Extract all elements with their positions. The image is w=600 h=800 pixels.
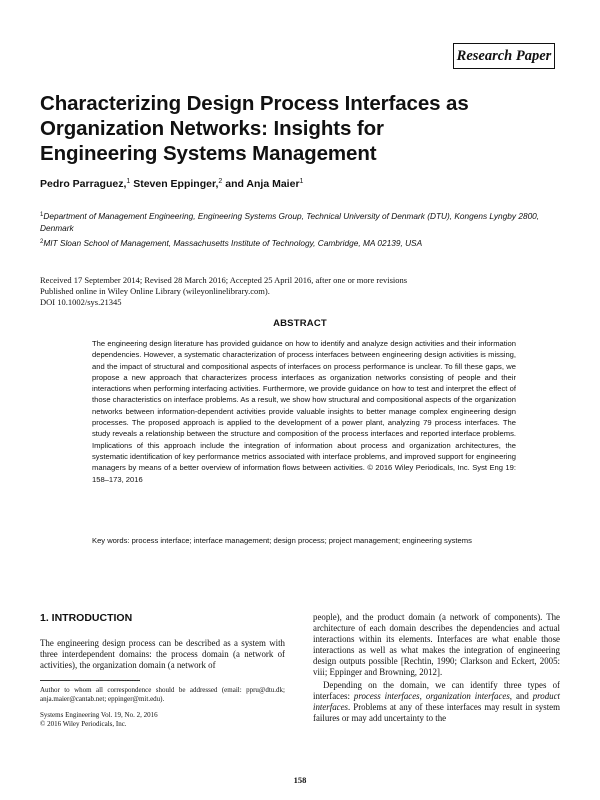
separator: , [419,690,426,701]
affiliation-mark: 2 [40,239,44,245]
doi: DOI 10.1002/sys.21345 [40,296,122,307]
copyright: © 2016 Wiley Periodicals, Inc. [40,720,127,728]
publication-history [40,275,560,307]
journal-citation: Systems Engineering Vol. 19, No. 2, 2016 [40,711,158,719]
author-name: and Anja Maier [225,178,300,190]
paragraph-text: . Problems at any of these interfaces may result in system failures or may add uncertainty to the [313,701,560,723]
title-line: Engineering Systems Management [40,142,377,165]
correspondence-footnote: Author to whom all correspondence should be addressed (email: ppru@dtu.dk; anja.maier@cantab.net; eppinger@mit.edu). [40,686,285,703]
right-column [313,612,560,724]
received-dates: Received 17 September 2014; Revised 28 March 2016; Accepted 25 April 2016, after one or more revisions [40,275,408,285]
author-list [40,178,560,190]
term-organization-interfaces: organization interfaces [425,690,510,701]
author-affil-mark: 1 [299,178,304,185]
separator: , and [509,690,533,701]
abstract-heading: ABSTRACT [273,318,327,329]
abstract-body: The engineering design literature has provided guidance on how to identify and analyze design activities and their information dependencies. However, a systematic characterization of process interfaces between engineering design activities is missing, and the impact of structural and compositional aspects of interfaces on process performance is unclear. To fill these gaps, we propose a new approach that characterizes process interfaces as organization networks consisting of people and their interactions when performing interfacing activities. Furthermore, we provide guidance on how to test and interpret the effect of those characteristics on interface problems. As a result, we show how structural and compositional aspects of the organization networks between information-dependent activities provide valuable insights to better manage complex engineering design processes. The proposed approach is applied to the development of a power plant, analyzing 79 process interfaces. The study reveals a relationship between the structure and composition of the process interfaces and reported interface problems. Implications of this approach include the integration of information about process and organization architectures, the systematic identification of key performance metrics associated with interface problems, and improved support for engineering managers by means of a better overview of information flows between activities. © 2016 Wiley Periodicals, Inc. Syst Eng 19: 158–173, 2016 [92,339,516,484]
intro-paragraph-continued: people), and the product domain (a network of components). The architecture of each domain describes the dependencies and actual interactions within its elements. Interfaces are what enable those interactions as well as what makes the integration of engineering design outputs possible [Rechtin, 1990; Clarkson and Eckert, 2005: viii; Eppinger and Browning, 2012]. [313,612,560,678]
affiliation-mark: 1 [40,212,44,218]
affiliation-text: MIT Sloan School of Management, Massachusetts Institute of Technology, Cambridge, MA 02139, USA [43,238,423,248]
author-affil-mark: 2 [218,178,223,185]
title-line: Characterizing Design Process Interfaces as [40,92,469,115]
intro-paragraph [313,680,560,724]
intro-paragraph: The engineering design process can be described as a system with three interdependent domains: the process domain (a network of activities), the organization domain (a network of [40,638,285,671]
term-product-interfaces: product interfaces [313,690,560,712]
keywords: Key words: process interface; interface management; design process; project management; engineering systems [92,536,472,545]
journal-info [40,711,285,729]
page-number: 158 [293,775,307,785]
title-line: Organization Networks: Insights for [40,117,384,140]
article-type-badge: Research Paper [453,43,555,69]
affiliations [40,210,565,252]
author-name: Steven Eppinger, [133,178,219,190]
affiliation-text: Department of Management Engineering, Engineering Systems Group, Technical University of Denmark (DTU), Kongens Lyngby 2800, Denmark [40,211,540,233]
author-affil-mark: 1 [126,178,131,185]
published-online: Published online in Wiley Online Library (wileyonlinelibrary.com). [40,285,270,296]
affiliation [40,210,565,234]
affiliation [40,237,565,249]
left-column [40,612,285,671]
footnote-divider [40,680,140,681]
term-process-interfaces: process interfaces [353,690,420,701]
author-name: Pedro Parraguez, [40,178,127,190]
paragraph-text: Depending on the domain, we can identify three types of interfaces: [313,679,560,701]
paper-title [40,91,500,166]
section-heading: 1. INTRODUCTION [40,612,133,624]
